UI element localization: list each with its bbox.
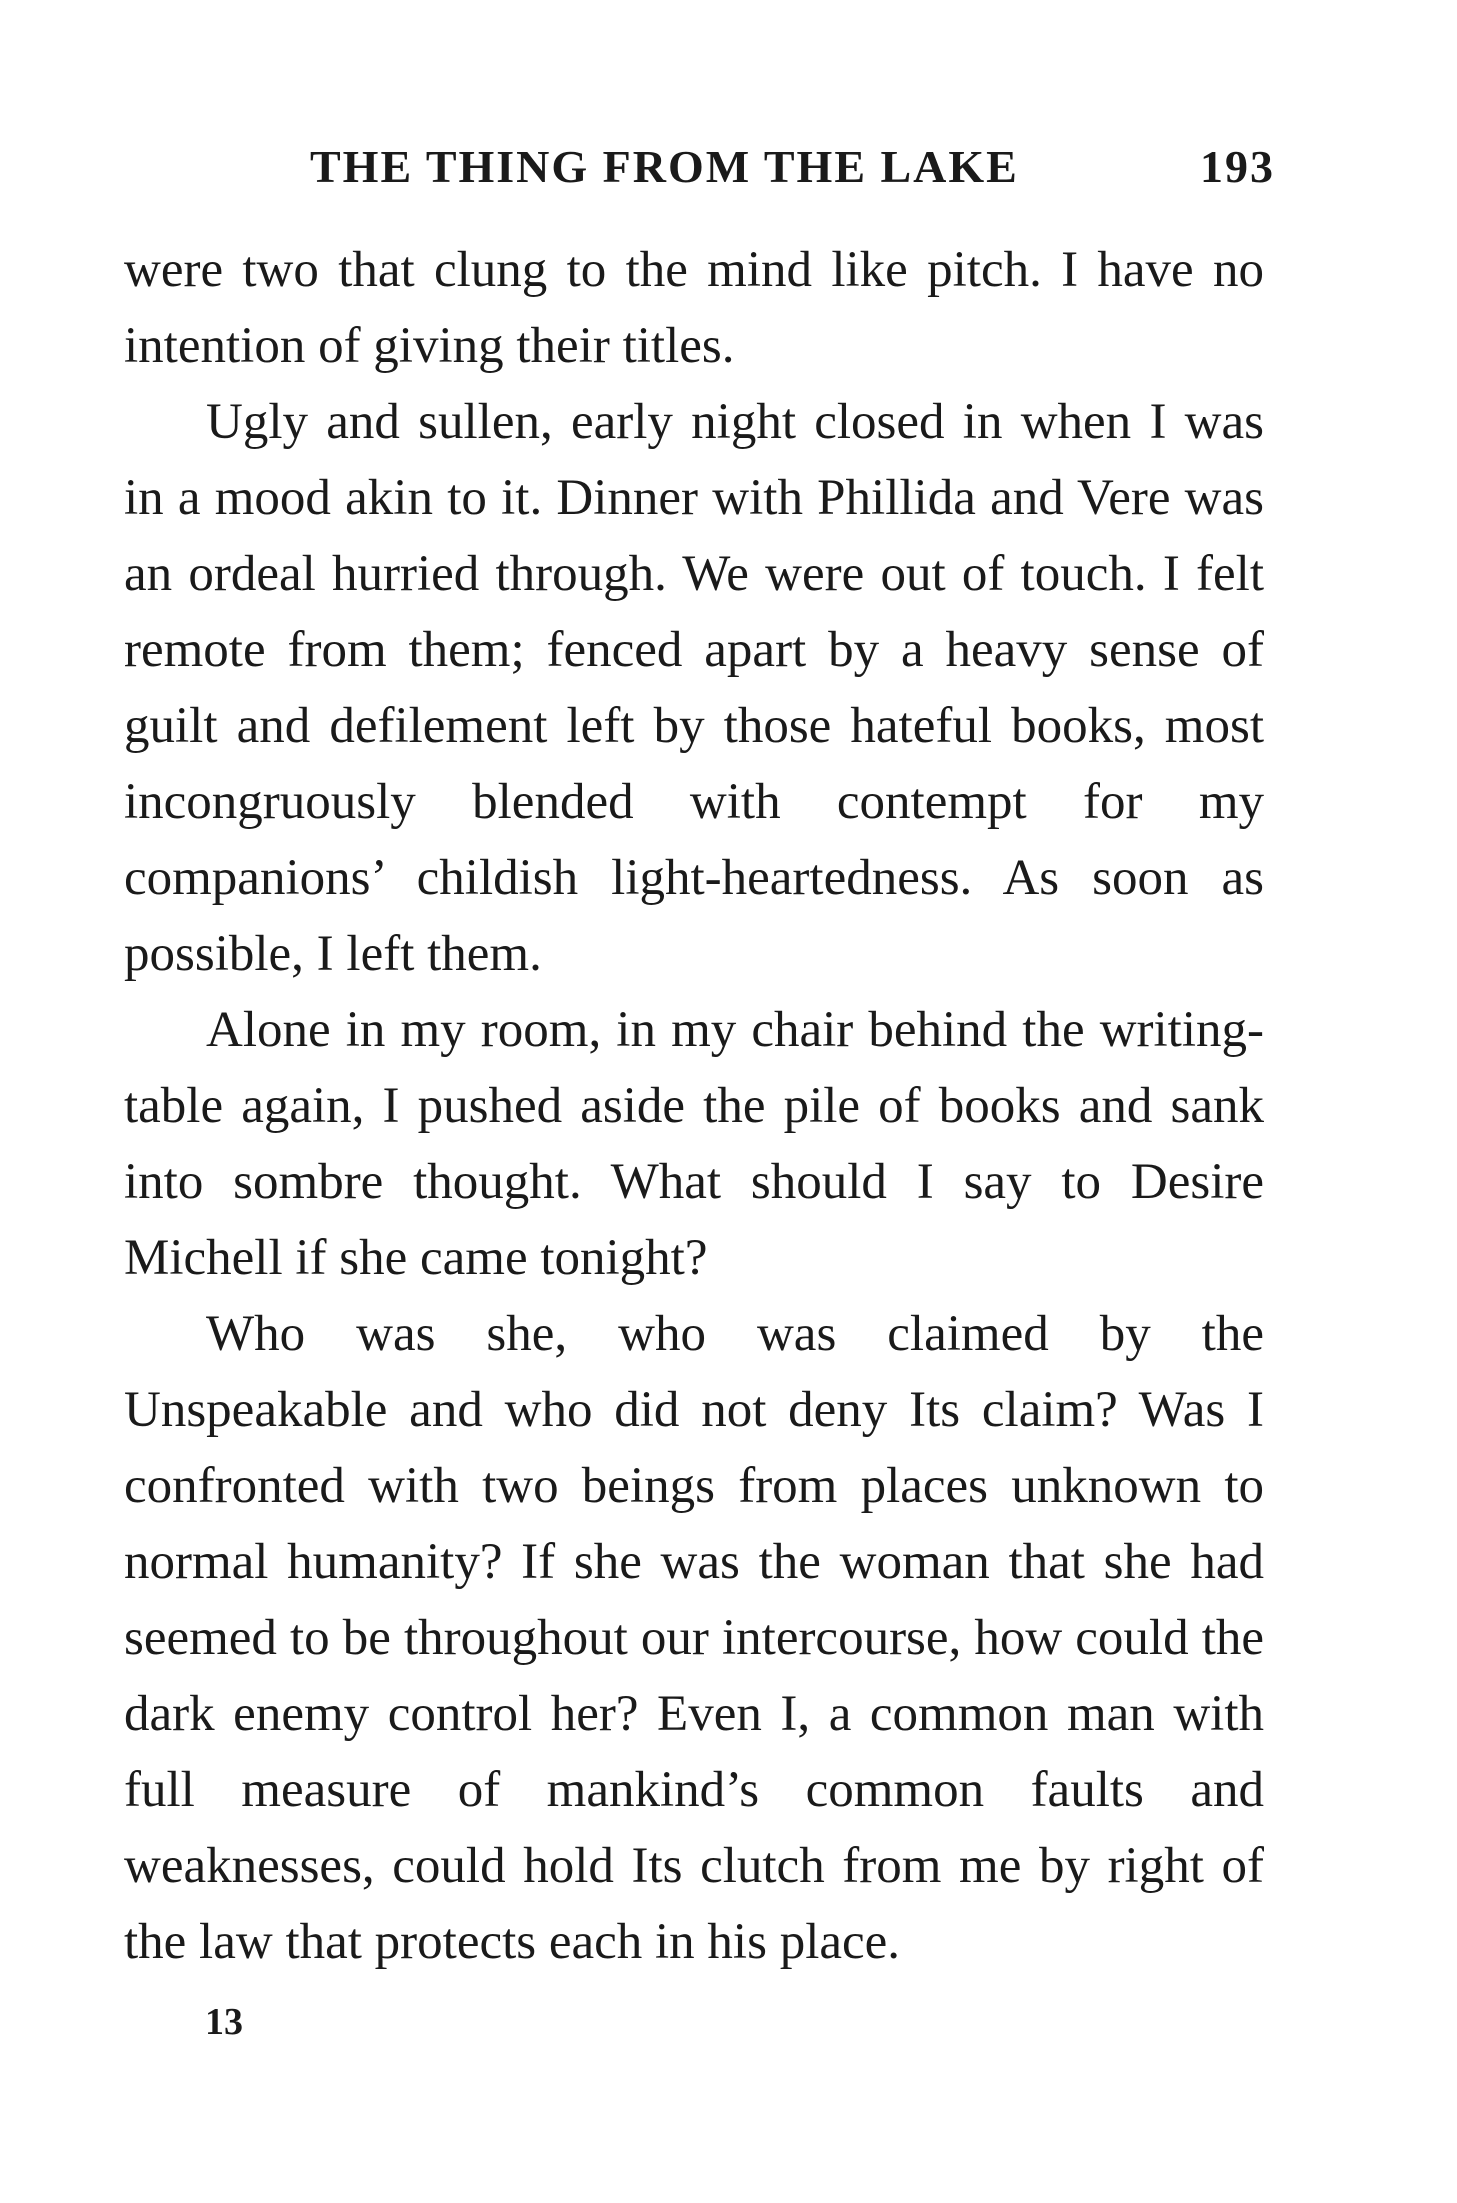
paragraph-continuation: were two that clung to the mind like pitch. I have no intention of giving their titles. bbox=[124, 242, 1264, 374]
paragraph-alone: Alone in my room, in my chair behind the writing-table again, I pushed aside the pile of books and sank into sombre thought. What should I say to Desire Michell if she came tonight? bbox=[124, 1002, 1264, 1286]
paragraph-dinner: Ugly and sullen, early night closed in when I was in a mood akin to it. Dinner with Phillida and Vere was an ordeal hurried through. We were out of touch. I felt remote from them; fenced apart by a heavy sense of guilt and defilement left by those hateful books, most incongruously blended with contempt for my companions’ childish light-heartedness. As soon as possible, I left them. bbox=[124, 394, 1264, 982]
running-title: THE THING FROM THE LAKE bbox=[310, 141, 1019, 192]
signature-mark: 13 bbox=[205, 2001, 243, 2043]
paragraph-who-was-she: Who was she, who was claimed by the Unspeakable and who did not deny Its claim? Was I confronted with two beings from places unknown to normal humanity? If she was the woman that she had seemed to be throughout our intercourse, how could the dark enemy control her? Even I, a common man with full measure of mankind’s common faults and weaknesses, could hold Its clutch from me by right of the law that protects each in his place. bbox=[124, 1306, 1264, 1970]
running-head bbox=[310, 140, 1275, 196]
page-number: 193 bbox=[1200, 141, 1275, 192]
body-text bbox=[124, 232, 1264, 1980]
